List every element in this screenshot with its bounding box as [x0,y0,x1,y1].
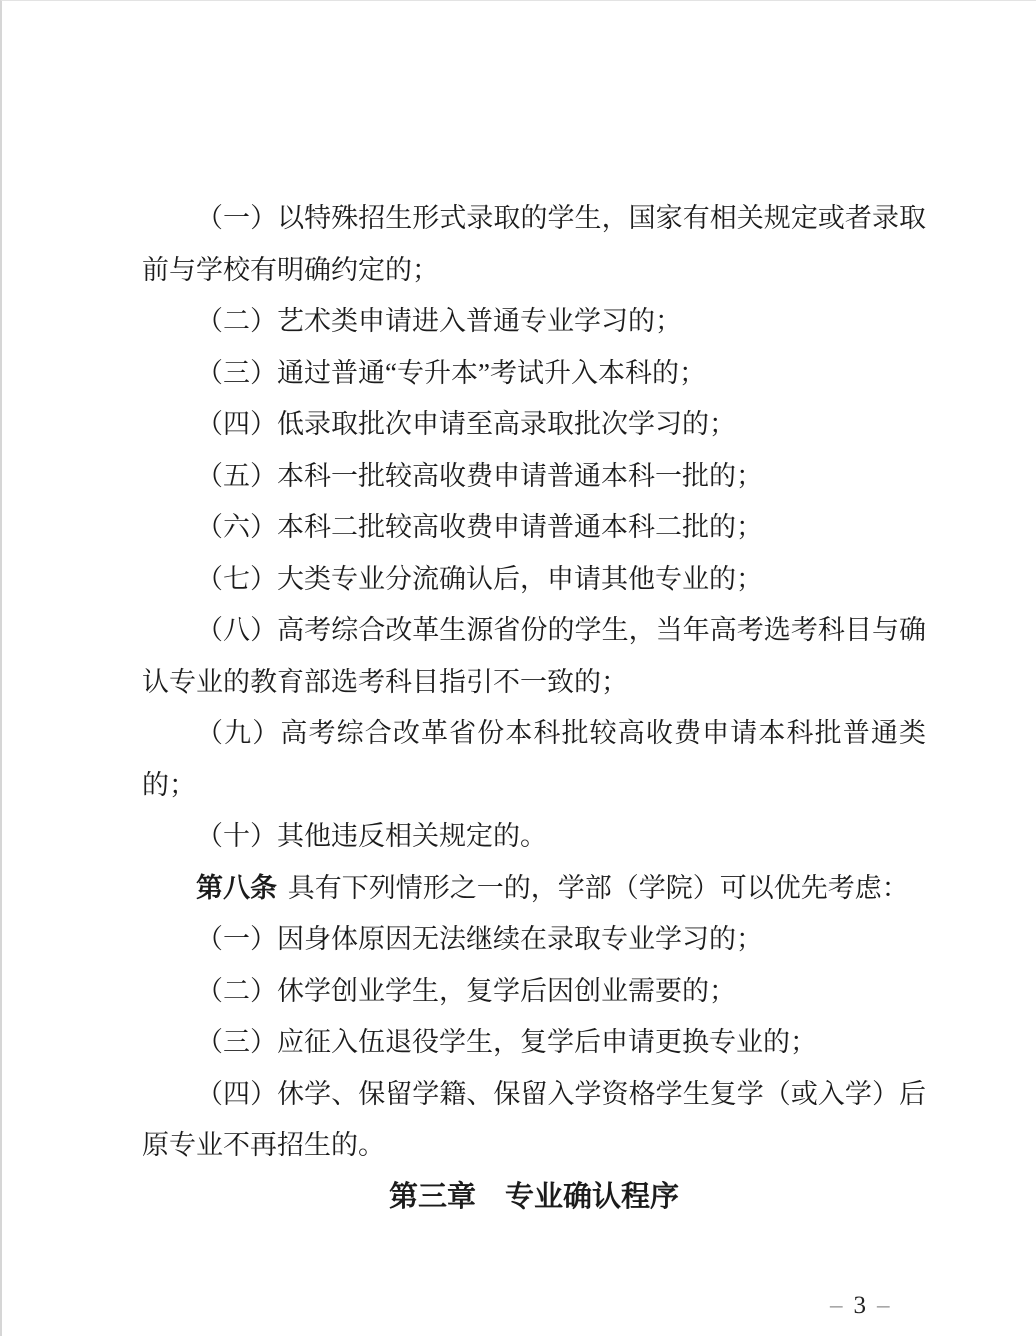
paragraph: （九）高考综合改革省份本科批较高收费申请本科批普通类的； [142,718,926,800]
paragraph: （三）应征入伍退役学生，复学后申请更换专业的； [196,1027,817,1057]
paragraph: （八）高考综合改革生源省份的学生，当年高考选考科目与确认专业的教育部选考科目指引不一致的； [142,615,926,697]
paragraph: （二）休学创业学生，复学后因创业需要的； [196,975,736,1006]
paragraph: （六）本科二批较高收费申请普通本科二批的； [196,512,763,542]
paragraph: （四）休学、保留学籍、保留入学资格学生复学（或入学）后原专业不再招生的。 [142,1078,926,1160]
chapter-heading: 第三章 专业确认程序 [388,1180,679,1213]
paragraph: （三）通过普通“专升本”考试升入本科的； [196,357,706,388]
paragraph: （十）其他违反相关规定的。 [196,821,547,851]
page-number [830,1292,890,1320]
document-body [142,193,926,1223]
page-number-dash-left: – [830,1292,843,1319]
paragraph: （四）低录取批次申请至高录取批次学习的； [196,409,736,439]
article-number: 第八条 [196,872,277,903]
paragraph: 第八条 具有下列情形之一的，学部（学院）可以优先考虑： [196,872,909,903]
paragraph-list [142,193,926,1172]
paragraph: （七）大类专业分流确认后，申请其他专业的； [196,563,763,594]
paragraph: （一）以特殊招生形式录取的学生，国家有相关规定或者录取前与学校有明确约定的； [142,203,926,285]
paragraph: （二）艺术类申请进入普通专业学习的； [196,306,682,336]
page-number-value: 3 [853,1292,866,1319]
paragraph: （一）因身体原因无法继续在录取专业学习的； [196,924,763,954]
page-number-dash-right: – [877,1292,890,1319]
paragraph: （五）本科一批较高收费申请普通本科一批的； [196,460,763,491]
